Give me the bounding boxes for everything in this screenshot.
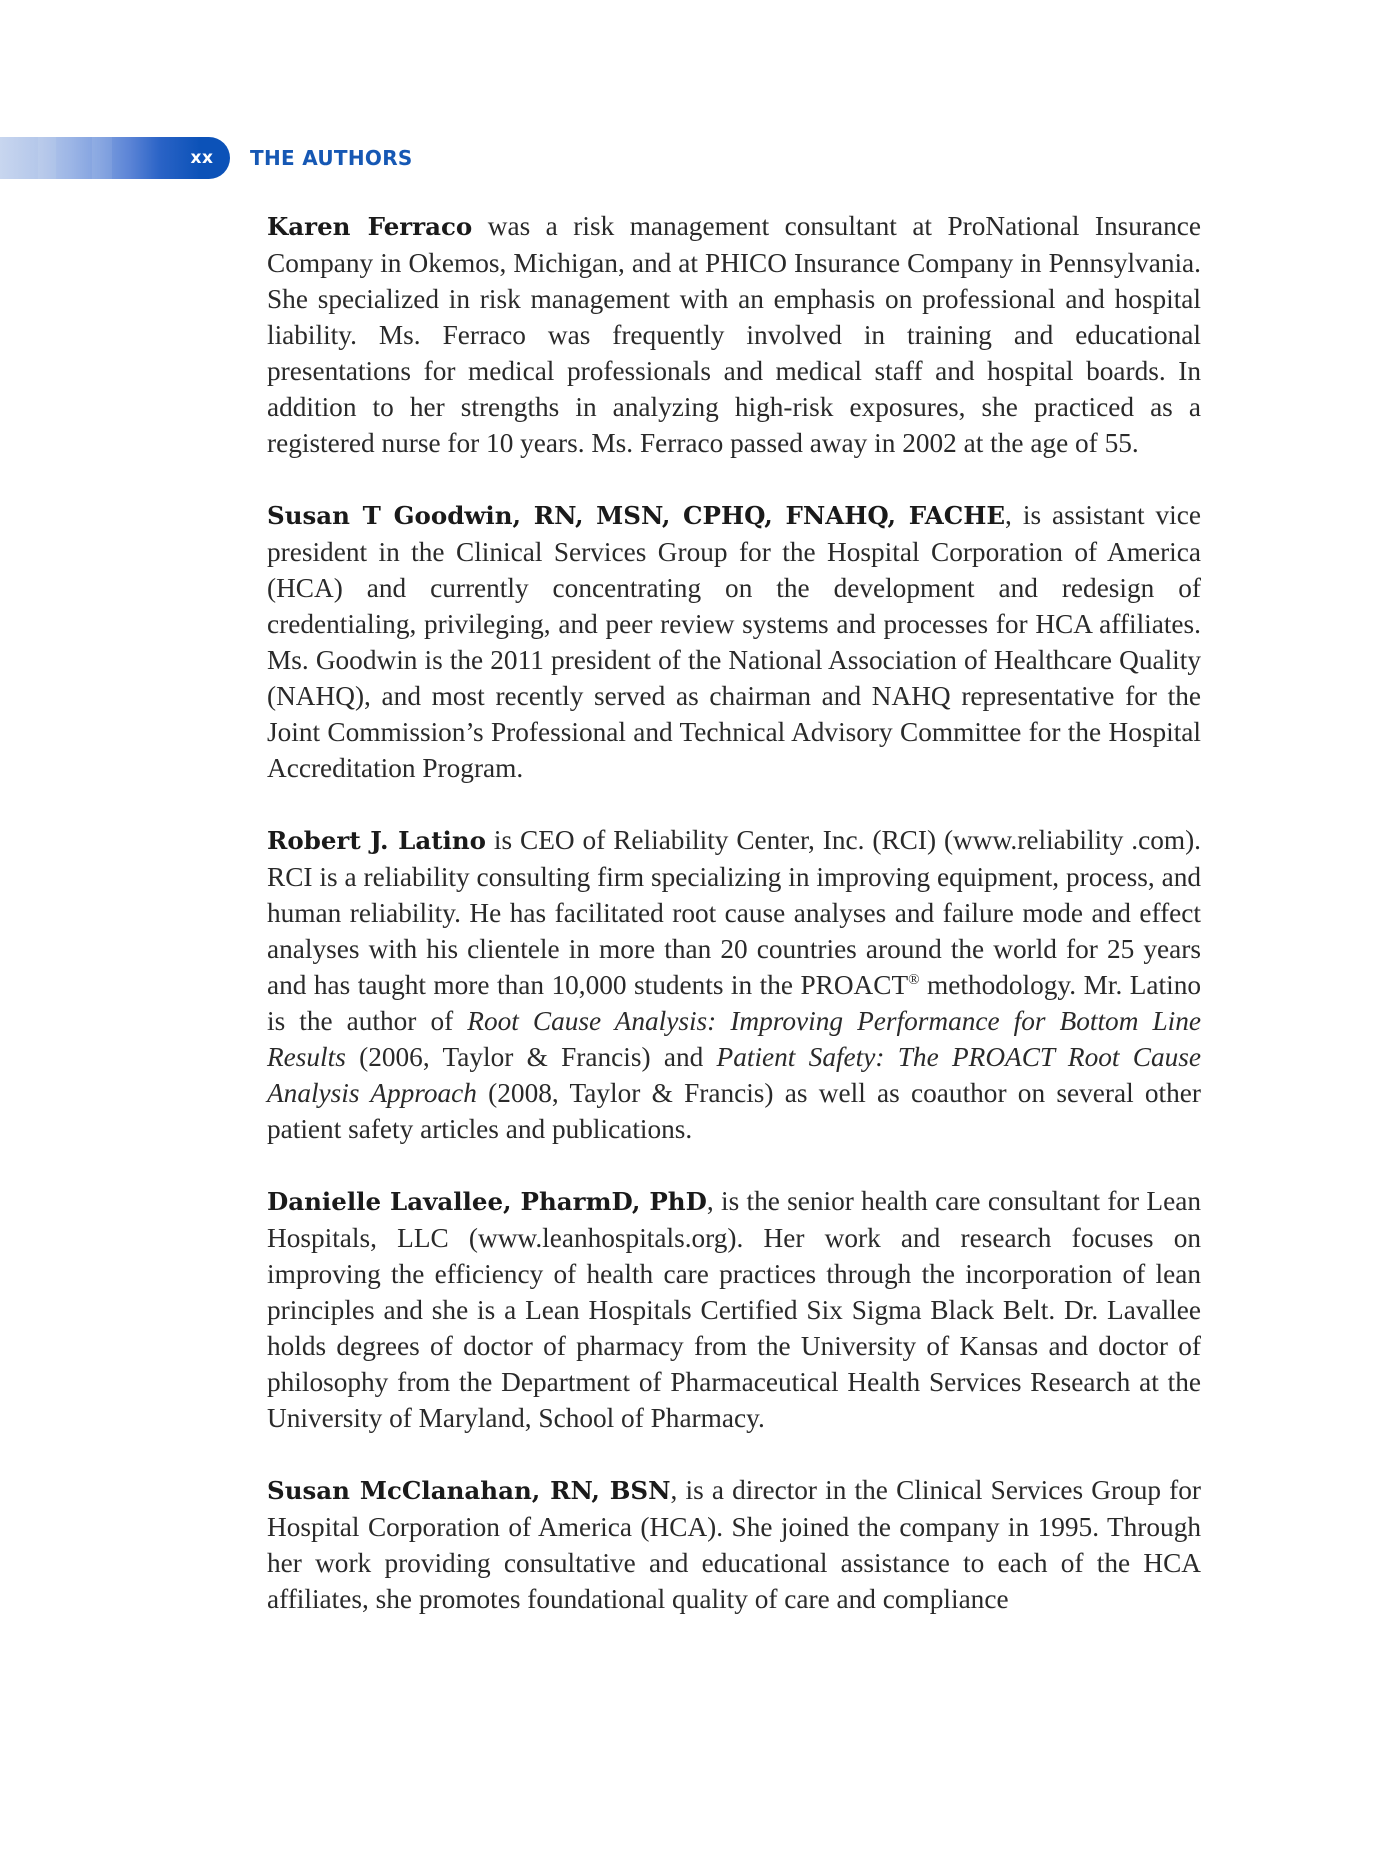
author-description: (2008, Taylor & Francis) as well as coauthor on several other patient safety articles and publications. <box>267 1078 1201 1144</box>
author-description: , is the senior health care consultant for Lean Hospitals, LLC (www.leanhospitals.org). Her work and research focuses on improving the efficiency of health care practices through the incorporation of lean principles and she is a Lean Hospitals Certified Six Sigma Black Belt. Dr. Lavallee holds degrees of doctor of pharmacy from the University of Kansas and doctor of philosophy from the Department of Pharmaceutical Health Services Research at the University of Maryland, School of Pharmacy. <box>267 1186 1201 1433</box>
author-bio-lavallee <box>267 1183 1201 1436</box>
author-bio-goodwin <box>267 497 1201 786</box>
authors-content <box>267 208 1201 1617</box>
author-bio-latino <box>267 822 1201 1147</box>
author-bio-mcclanahan <box>267 1472 1201 1617</box>
author-bio-ferraco <box>267 208 1201 461</box>
registered-mark: ® <box>908 971 920 988</box>
running-head: THE AUTHORS <box>250 146 413 170</box>
author-description: methodology. Mr. Latino is the author of <box>267 970 1201 1036</box>
author-name: Karen Ferraco <box>267 212 473 241</box>
book-title: Patient Safety: The PROACT Root Cause Analysis Approach <box>267 1042 1201 1108</box>
page-number: xx <box>190 148 214 168</box>
book-title: Root Cause Analysis: Improving Performance for Bottom Line Results <box>267 1006 1202 1072</box>
author-description: , is a director in the Clinical Services Group for Hospital Corporation of America (HCA). She joined the company in 1995. Through her work providing consultative and educational assistance to each of the HCA affiliates, she promotes foundational quality of care and compliance <box>267 1475 1202 1614</box>
author-description: is CEO of Reliability Center, Inc. (RCI) (www.reliability .com). RCI is a reliability consulting firm specializing in improving equipment, process, and human reliability. He has facilitated root cause analyses and failure mode and effect analyses with his clientele in more than 20 countries around the world for 25 years and has taught more than 10,000 students in the PROACT <box>267 825 1202 1000</box>
author-description: (2006, Taylor & Francis) and <box>345 1042 717 1072</box>
author-description: , is assistant vice president in the Clinical Services Group for the Hospital Corporation of America (HCA) and currently concentrating on the development and redesign of credentialing, privileging, and peer review systems and processes for HCA affiliates. Ms. Goodwin is the 2011 president of the National Association of Healthcare Quality (NAHQ), and most recently served as chairman and NAHQ representative for the Joint Commission’s Professional and Technical Advisory Committee for the Hospital Accreditation Program. <box>267 500 1202 783</box>
author-name: Danielle Lavallee, PharmD, PhD <box>267 1187 707 1216</box>
author-name: Robert J. Latino <box>267 826 486 855</box>
header-tab-stripe <box>38 137 56 179</box>
author-description: was a risk management consultant at ProNational Insurance Company in Okemos, Michigan, and at PHICO Insurance Company in Pennsylvania. She specialized in risk management with an emphasis on professional and hospital liability. Ms. Ferraco was frequently involved in training and educational presentations for medical professionals and medical staff and hospital boards. In addition to her strengths in analyzing high-risk exposures, she practiced as a registered nurse for 10 years. Ms. Ferraco passed away in 2002 at the age of 55. <box>267 211 1201 458</box>
header-tab-stripe <box>92 137 112 179</box>
author-name: Susan McClanahan, RN, BSN <box>267 1476 671 1505</box>
author-name: Susan T Goodwin, RN, MSN, CPHQ, FNAHQ, FACHE <box>267 501 1006 530</box>
